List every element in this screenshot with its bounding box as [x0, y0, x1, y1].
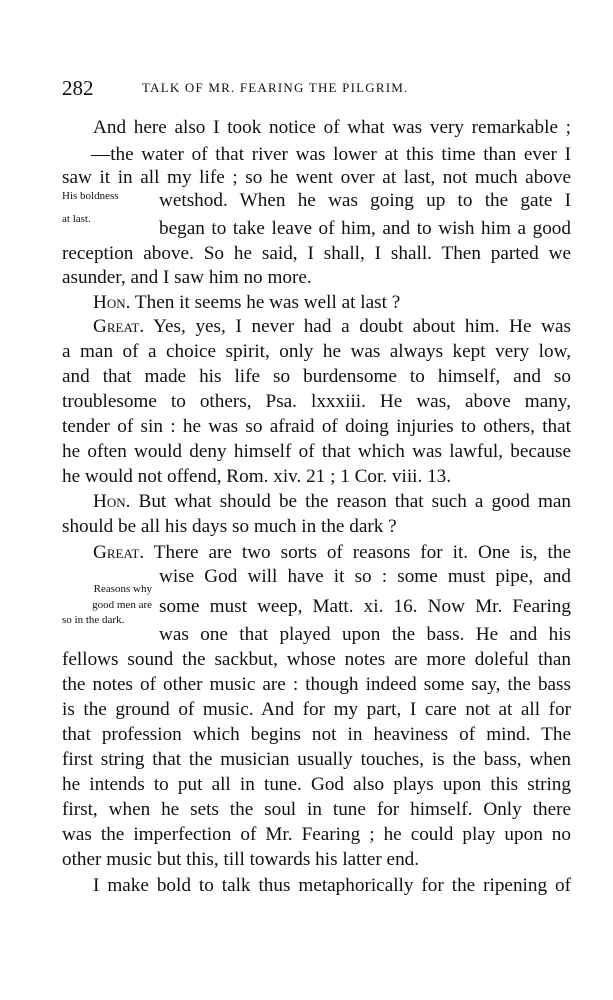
text-line: began to take leave of him, and to wish him a good [159, 218, 571, 239]
text-line: that profession which begins not in heaviness of mind. The [62, 724, 571, 745]
speaker-label: Great. [93, 316, 145, 337]
text-line: was one that played upon the bass. He and his [159, 624, 571, 645]
text-line: should be all his days so much in the dark ? [62, 516, 397, 537]
text-line: troublesome to others, Psa. lxxxiii. He was, above many, [62, 391, 571, 412]
dialogue-line [93, 492, 571, 511]
dialogue-line [93, 317, 571, 336]
text-line: wetshod. When he was going up to the gate I [159, 190, 571, 211]
text-line: a man of a choice spirit, only he was always kept very low, [62, 341, 571, 362]
text-line: reception above. So he said, I shall, I shall. Then parted we [62, 243, 571, 264]
speaker-label: Hon. [93, 292, 131, 313]
text-line: and that made his life so burdensome to himself, and so [62, 366, 571, 387]
margin-note-reasons-line-1: Reasons why [93, 583, 152, 595]
text-line: was the imperfection of Mr. Fearing ; he could play upon no [62, 824, 571, 845]
text-line: the notes of other music are : though indeed some say, the bass [62, 674, 571, 695]
speech-text: There are two sorts of reasons for it. One is, the [144, 542, 571, 563]
margin-note-boldness-line-1: His boldness [62, 190, 119, 202]
text-line: And here also I took notice of what was very remarkable ; [93, 117, 571, 138]
margin-note-reasons-line-3: so in the dark. [62, 614, 125, 626]
text-line: saw it in all my life ; so he went over at last, not much above [62, 167, 571, 188]
speech-text: But what should be the reason that such a good man [130, 491, 571, 512]
text-line: wise God will have it so : some must pipe, and [159, 566, 571, 587]
text-line: first, when he sets the soul in tune for himself. Only there [62, 799, 571, 820]
text-line: I make bold to talk thus metaphorically for the ripening of [93, 875, 571, 896]
speech-text: Yes, yes, I never had a doubt about him. He was [144, 316, 571, 337]
margin-note-reasons-line-2: good men are [92, 599, 152, 611]
text-line: first string that the musician usually touches, is the bass, when [62, 749, 571, 770]
margin-note-boldness-line-2: at last. [62, 213, 91, 225]
page-header [62, 76, 572, 100]
speaker-label: Hon. [93, 491, 131, 512]
text-line: tender of sin : he was so afraid of doing injuries to others, that [62, 416, 571, 437]
text-line: asunder, and I saw him no more. [62, 267, 312, 288]
text-line: he intends to put all in tune. God also plays upon this string [62, 774, 571, 795]
text-line: some must weep, Matt. xi. 16. Now Mr. Fearing [159, 596, 571, 617]
speech-text: Then it seems he was well at last ? [130, 292, 401, 313]
text-line: —the water of that river was lower at this time than ever I [91, 144, 571, 165]
dialogue-line [93, 543, 571, 562]
text-line: other music but this, till towards his latter end. [62, 849, 420, 870]
speaker-label: Great. [93, 542, 145, 563]
dialogue-line [93, 293, 571, 312]
text-line: fellows sound the sackbut, whose notes are more doleful than [62, 649, 571, 670]
text-line: is the ground of music. And for my part, I care not at all for [62, 699, 571, 720]
running-title: TALK OF MR. FEARING THE PILGRIM. [142, 80, 409, 95]
page-number: 282 [62, 76, 94, 100]
text-line: he would not offend, Rom. xiv. 21 ; 1 Cor. viii. 13. [62, 466, 452, 487]
text-line: he often would deny himself of that which was lawful, because [62, 441, 571, 462]
